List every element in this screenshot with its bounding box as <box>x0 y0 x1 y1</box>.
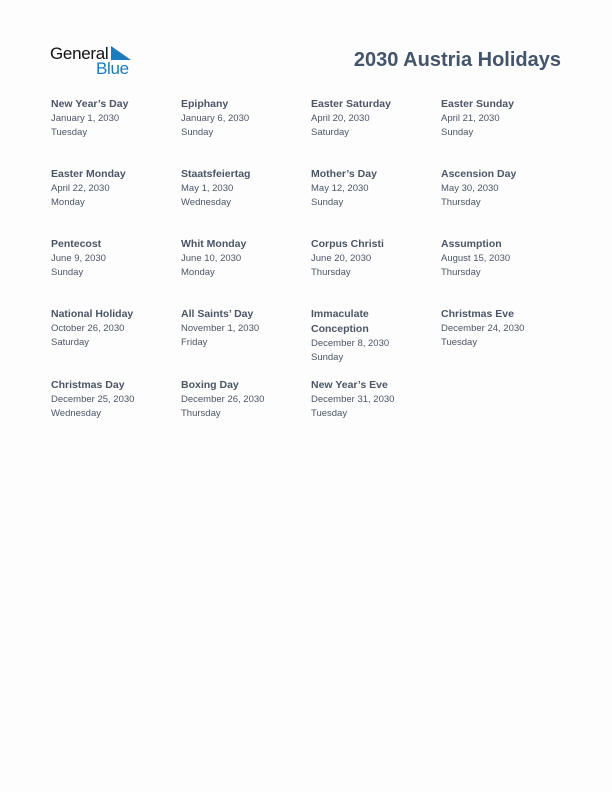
holiday-name: Easter Saturday <box>311 98 391 110</box>
holiday-date: December 26, 2030 <box>181 394 265 405</box>
holiday-name: Mother’s Day <box>311 168 377 180</box>
holiday-date: May 12, 2030 <box>311 183 369 194</box>
holiday-date: October 26, 2030 <box>51 323 125 334</box>
holiday-date: December 25, 2030 <box>51 394 135 405</box>
holiday-item <box>311 167 431 210</box>
holiday-weekday: Sunday <box>311 352 344 363</box>
holiday-item <box>51 307 171 350</box>
holiday-weekday: Monday <box>181 267 215 278</box>
holiday-item <box>311 97 431 140</box>
holiday-weekday: Thursday <box>441 197 481 208</box>
page-title: 2030 Austria Holidays <box>353 49 561 71</box>
holiday-weekday: Monday <box>51 197 85 208</box>
holiday-weekday: Tuesday <box>441 337 478 348</box>
holiday-item <box>181 237 301 280</box>
holiday-name: Corpus Christi <box>311 238 384 250</box>
holiday-weekday: Tuesday <box>311 408 348 419</box>
holiday-name: Staatsfeiertag <box>181 168 251 180</box>
holiday-name: Easter Sunday <box>441 98 514 110</box>
holiday-date: December 8, 2030 <box>311 338 390 349</box>
holiday-date: December 31, 2030 <box>311 394 395 405</box>
holiday-date: June 9, 2030 <box>51 253 106 264</box>
holiday-weekday: Tuesday <box>51 127 88 138</box>
holiday-item <box>181 167 301 210</box>
holiday-item <box>51 97 171 140</box>
holiday-name: Immaculate Conception <box>311 308 369 335</box>
holiday-weekday: Thursday <box>441 267 481 278</box>
holiday-date: April 21, 2030 <box>441 113 500 124</box>
holiday-name: New Year’s Eve <box>311 379 388 391</box>
holiday-item <box>311 237 431 280</box>
holiday-date: June 20, 2030 <box>311 253 372 264</box>
generalblue-logo <box>50 44 140 80</box>
holiday-name: Easter Monday <box>51 168 126 180</box>
holiday-weekday: Sunday <box>311 197 344 208</box>
holiday-name: Christmas Day <box>51 379 125 391</box>
holiday-name: Christmas Eve <box>441 308 514 320</box>
logo-text-blue: Blue <box>96 59 129 78</box>
holiday-name: Ascension Day <box>441 168 517 180</box>
holiday-item <box>311 378 431 421</box>
holiday-item <box>441 97 561 140</box>
holiday-date: January 1, 2030 <box>51 113 120 124</box>
holiday-weekday: Sunday <box>51 267 84 278</box>
holiday-weekday: Wednesday <box>181 197 231 208</box>
holiday-item <box>441 167 561 210</box>
holiday-weekday: Wednesday <box>51 408 101 419</box>
holiday-date: May 30, 2030 <box>441 183 499 194</box>
holiday-date: December 24, 2030 <box>441 323 525 334</box>
holiday-name: Whit Monday <box>181 238 247 250</box>
holiday-item <box>51 378 171 421</box>
holiday-item <box>311 307 406 365</box>
holiday-item <box>441 307 561 350</box>
holiday-date: May 1, 2030 <box>181 183 234 194</box>
holiday-date: April 22, 2030 <box>51 183 110 194</box>
holiday-name: New Year’s Day <box>51 98 129 110</box>
holiday-date: June 10, 2030 <box>181 253 242 264</box>
holiday-item <box>51 167 171 210</box>
holiday-name: Pentecost <box>51 238 102 250</box>
holiday-weekday: Saturday <box>51 337 90 348</box>
holiday-item <box>181 307 301 350</box>
holiday-date: January 6, 2030 <box>181 113 250 124</box>
logo-triangle-icon <box>111 46 131 60</box>
holiday-item <box>181 97 301 140</box>
holiday-weekday: Thursday <box>181 408 221 419</box>
holiday-item <box>441 237 561 280</box>
holiday-weekday: Saturday <box>311 127 350 138</box>
holiday-date: November 1, 2030 <box>181 323 260 334</box>
holiday-weekday: Friday <box>181 337 208 348</box>
holiday-weekday: Thursday <box>311 267 351 278</box>
holiday-weekday: Sunday <box>441 127 474 138</box>
holiday-date: August 15, 2030 <box>441 253 511 264</box>
holiday-weekday: Sunday <box>181 127 214 138</box>
holiday-name: Epiphany <box>181 98 229 110</box>
holiday-name: National Holiday <box>51 308 134 320</box>
holiday-name: Boxing Day <box>181 379 239 391</box>
holiday-item <box>181 378 301 421</box>
holiday-date: April 20, 2030 <box>311 113 370 124</box>
holiday-name: Assumption <box>441 238 502 250</box>
logo-text-general: General <box>50 44 109 63</box>
holiday-item <box>51 237 171 280</box>
holiday-name: All Saints’ Day <box>181 308 254 320</box>
